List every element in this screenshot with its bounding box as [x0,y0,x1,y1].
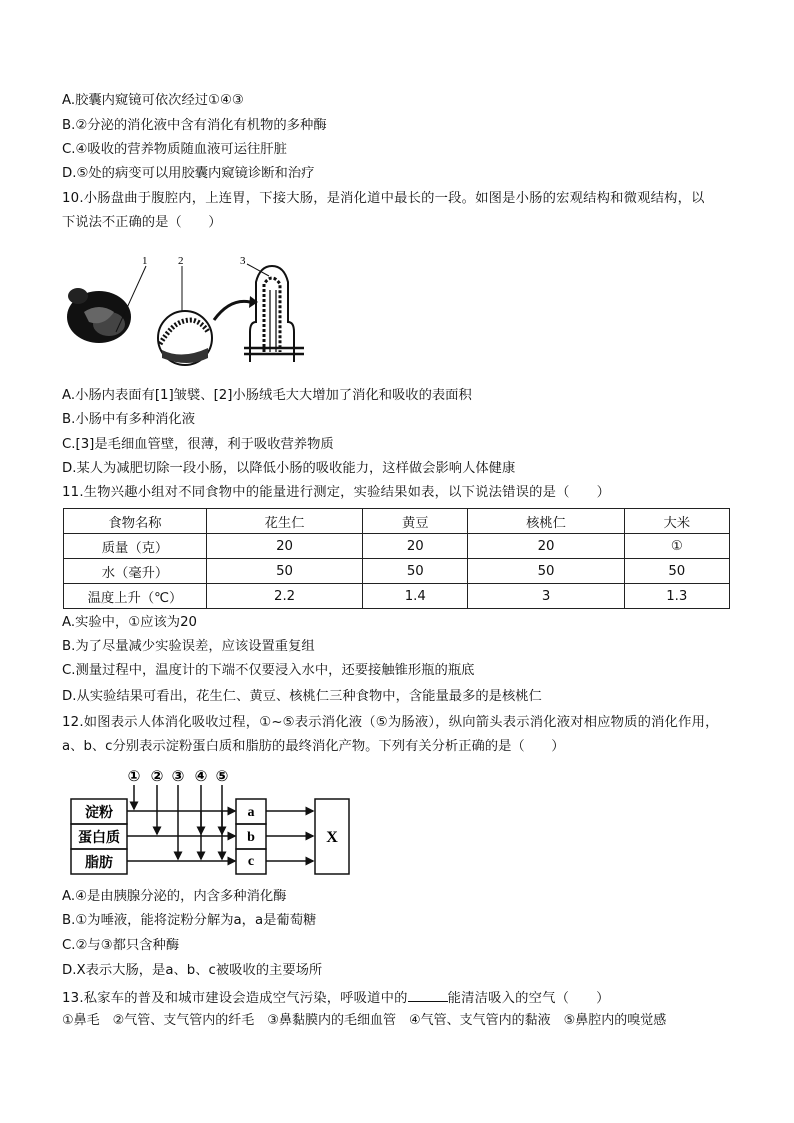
table-cell: 50 [363,559,468,584]
table-header-cell: 大米 [624,509,729,534]
product-label: b [247,830,255,845]
table-header-row [64,509,730,534]
table-row [64,584,730,609]
table-cell: 1.4 [363,584,468,609]
q10-stem-line2: 下说法不正确的是（ ） [62,215,222,230]
table-cell: 3 [468,584,624,609]
answer-blank[interactable] [408,987,448,1002]
villi-circle-illustration [158,311,212,365]
table-row [64,559,730,584]
product-label: c [247,854,255,869]
juice-label: ③ [171,767,185,785]
table-cell: 质量（克） [64,534,207,559]
q9-option-c: C.④吸收的营养物质随血液可运往肝脏 [62,142,287,157]
juice-label: ② [150,767,164,785]
q11-option-b: B.为了尽量减少实验误差，应该设置重复组 [62,639,315,654]
digestion-flow-diagram [70,765,360,877]
table-cell: ① [624,534,729,559]
q12-stem-line2: a、b、c分别表示淀粉蛋白质和脂肪的最终消化产物。下列有关分析正确的是（ ） [62,739,565,754]
q10-option-d: D.某人为减肥切除一段小肠，以降低小肠的吸收能力，这样做会影响人体健康 [62,461,516,476]
q12-option-c: C.②与③都只含种酶 [62,938,180,953]
figure-label-2: 2 [178,255,184,267]
small-intestine-figure [64,252,324,366]
q9-option-d: D.⑤处的病变可以用胶囊内窥镜诊断和治疗 [62,166,315,181]
table-cell: 水（毫升） [64,559,207,584]
villus-structure-illustration [244,266,304,362]
table-cell: 50 [468,559,624,584]
q11-option-a: A.实验中，①应该为20 [62,615,198,630]
figure-label-1: 1 [142,255,148,267]
q10-option-a: A.小肠内表面有[1]皱襞、[2]小肠绒毛大大增加了消化和吸收的表面积 [62,388,472,403]
table-cell: 1.3 [624,584,729,609]
q12-option-b: B.①为唾液，能将淀粉分解为a，a是葡萄糖 [62,913,317,928]
food-energy-table [63,508,730,609]
table-cell: 20 [468,534,624,559]
substance-label: 蛋白质 [78,830,120,846]
q13-stem-after: 能清洁吸入的空气（ ） [447,991,610,1006]
table-cell: 温度上升（℃） [64,584,207,609]
q13-stem [62,987,610,1008]
q11-stem: 11.生物兴趣小组对不同食物中的能量进行测定，实验结果如表，以下说法错误的是（ ） [62,485,611,500]
table-header-cell: 核桃仁 [468,509,624,534]
product-label: a [247,805,255,820]
q10-stem-line1: 10.小肠盘曲于腹腔内，上连胃，下接大肠，是消化道中最长的一段。如图是小肠的宏观结构和微观结构，以 [62,191,705,206]
q9-option-a: A.胶囊内窥镜可依次经过①④③ [62,93,244,108]
substance-label: 脂肪 [85,855,113,871]
organ-label: X [326,829,338,846]
juice-label: ④ [194,767,208,785]
figure-label-3: 3 [240,255,246,267]
table-cell: 2.2 [207,584,363,609]
stomach-intestine-illustration [67,288,131,343]
table-cell: 50 [624,559,729,584]
q10-option-c: C.[3]是毛细血管壁，很薄，利于吸收营养物质 [62,437,334,452]
table-cell: 20 [363,534,468,559]
substance-label: 淀粉 [85,805,113,821]
table-header-cell: 食物名称 [64,509,207,534]
table-cell: 20 [207,534,363,559]
juice-label: ① [127,767,141,785]
table-header-cell: 黄豆 [363,509,468,534]
q12-stem-line1: 12.如图表示人体消化吸收过程，①~⑤表示消化液（⑤为肠液），纵向箭头表示消化液对相应物质的消化作用， [62,715,719,730]
q11-option-d: D.从实验结果可看出，花生仁、黄豆、核桃仁三种食物中，含能量最多的是核桃仁 [62,689,542,704]
q13-stem-before: 13.私家车的普及和城市建设会造成空气污染，呼吸道中的 [62,991,408,1006]
q12-option-d: D.X表示大肠，是a、b、c被吸收的主要场所 [62,963,323,978]
juice-label: ⑤ [215,767,229,785]
table-cell: 50 [207,559,363,584]
zoom-arrow [214,301,250,320]
q9-option-b: B.②分泌的消化液中含有消化有机物的多种酶 [62,118,327,133]
q10-option-b: B.小肠中有多种消化液 [62,412,196,427]
table-header-cell: 花生仁 [207,509,363,534]
q13-choices: ①鼻毛 ②气管、支气管内的纤毛 ③鼻黏膜内的毛细血管 ④气管、支气管内的黏液 ⑤鼻腔内的嗅觉感 [62,1013,667,1028]
table-row [64,534,730,559]
q11-option-c: C.测量过程中，温度计的下端不仅要浸入水中，还要接触锥形瓶的瓶底 [62,663,475,678]
q12-option-a: A.④是由胰腺分泌的，内含多种消化酶 [62,889,287,904]
